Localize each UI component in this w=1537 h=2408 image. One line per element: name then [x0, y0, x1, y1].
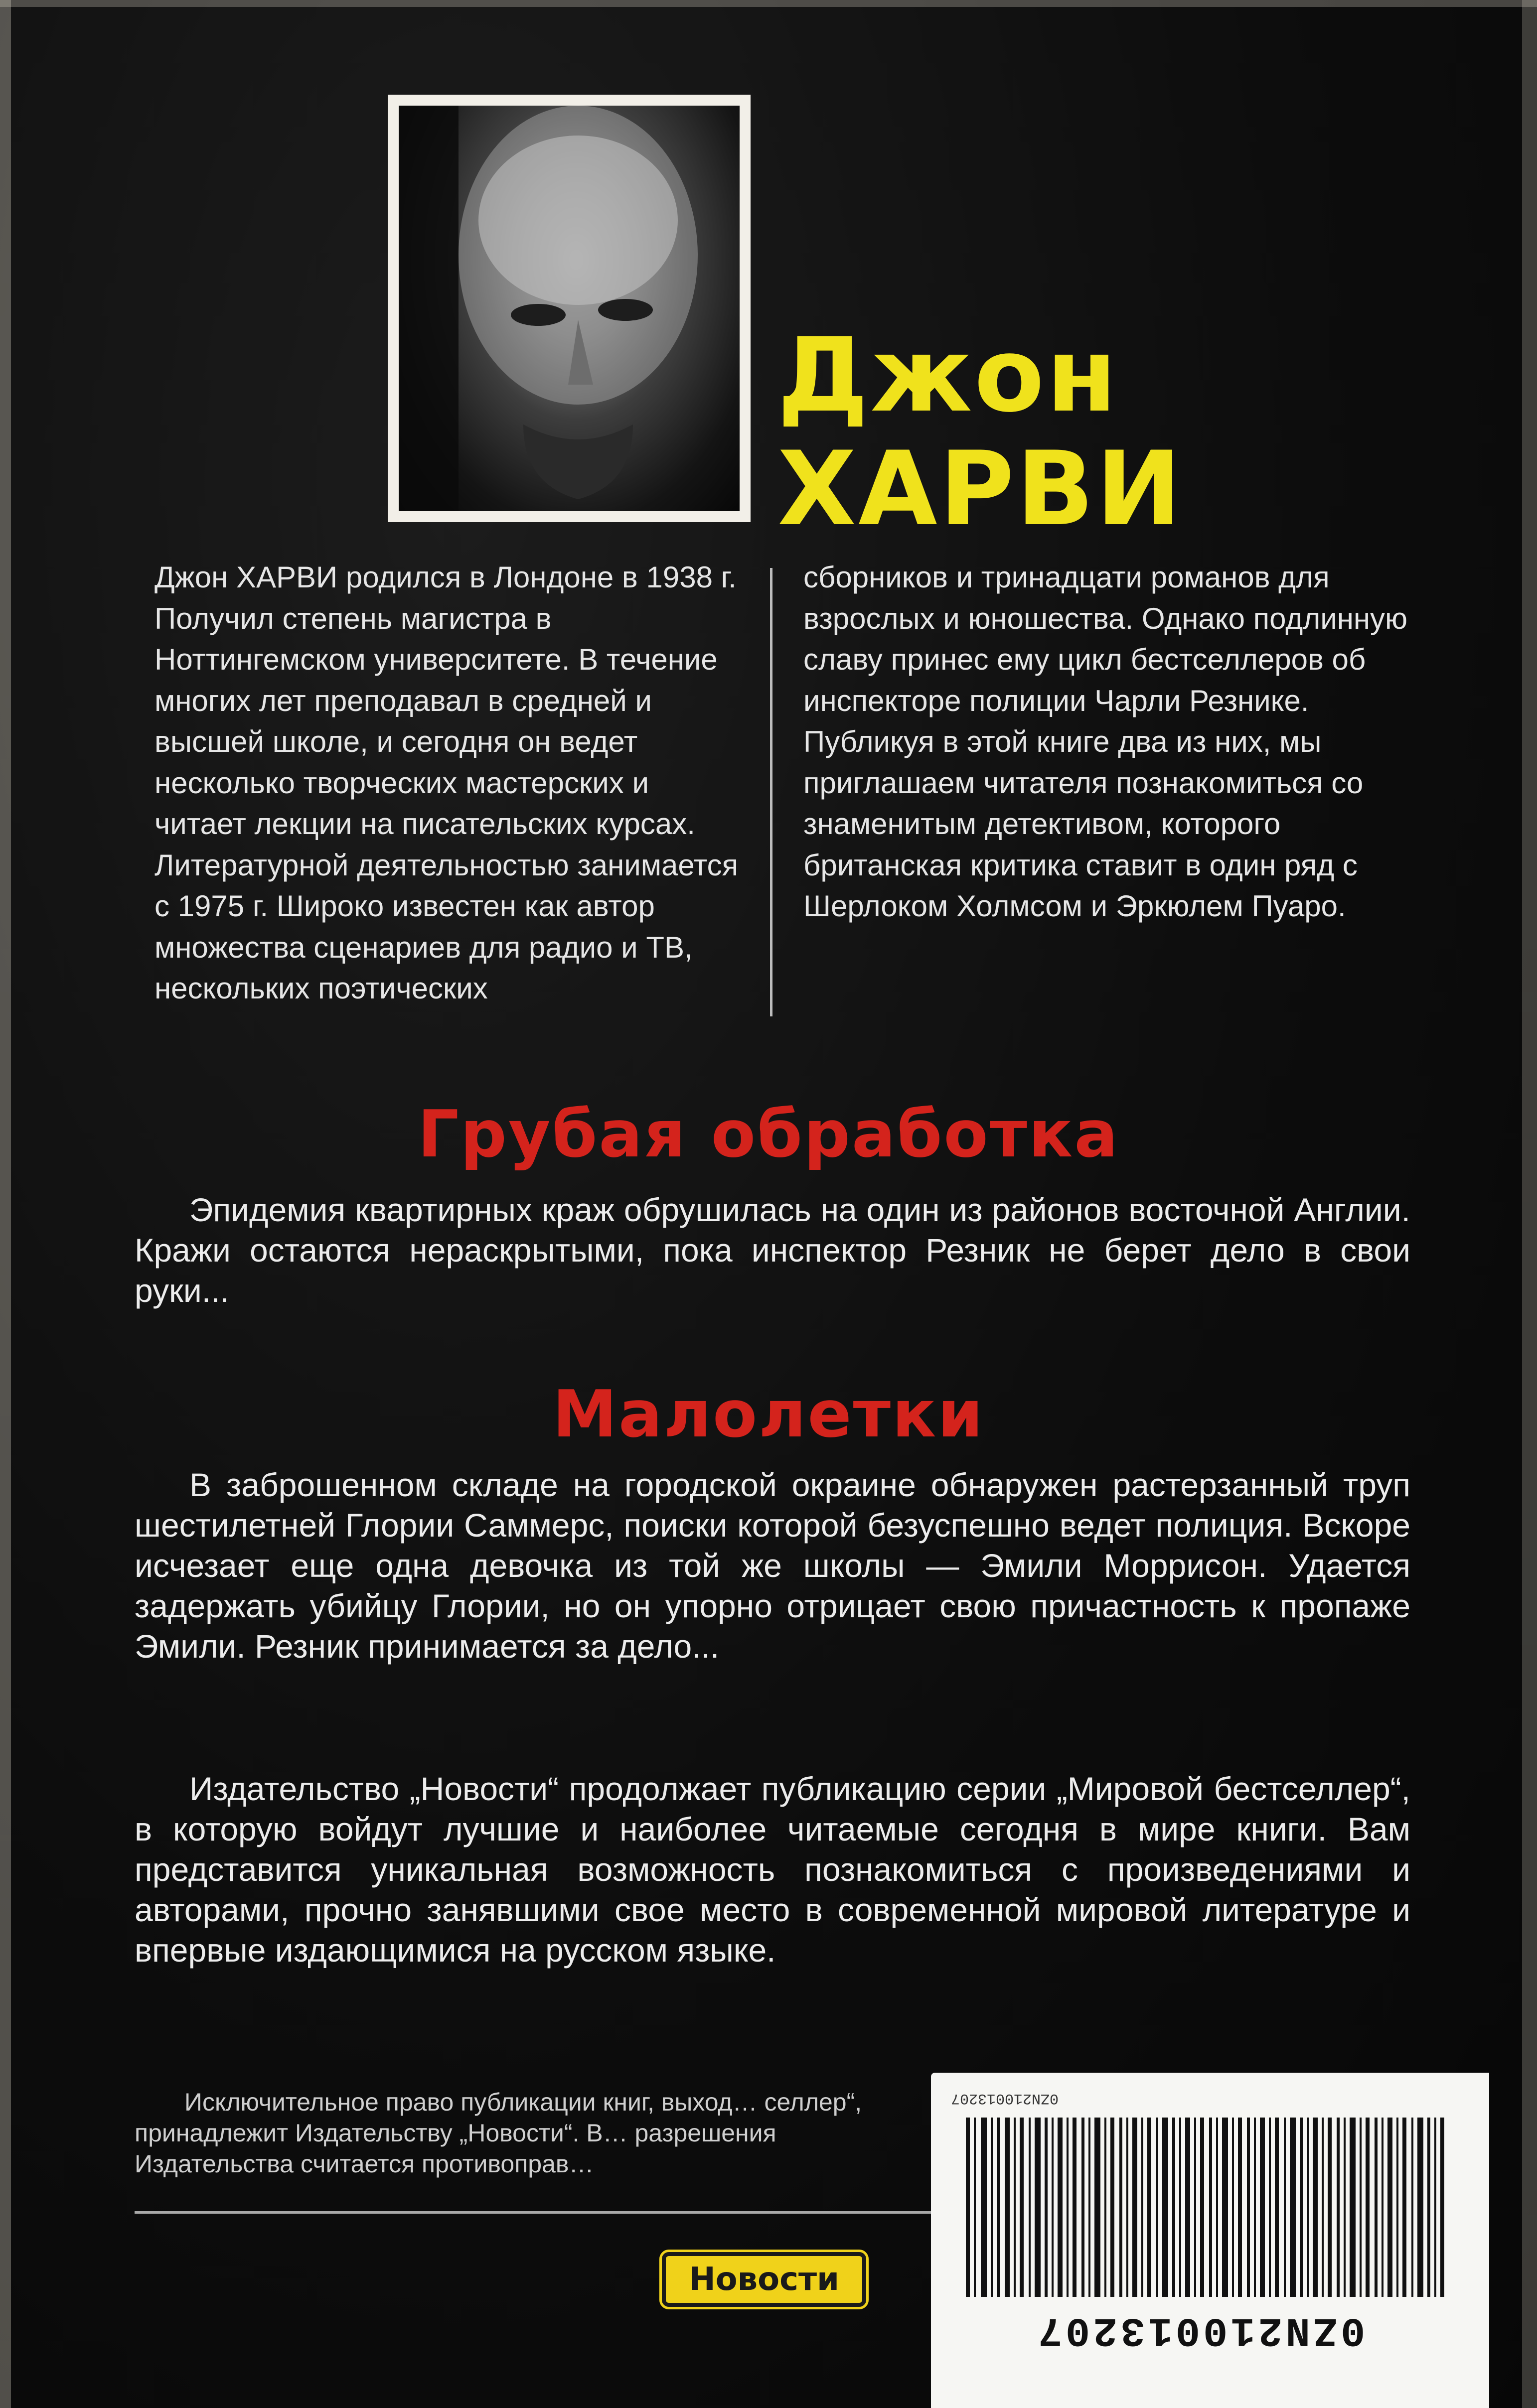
author-last-name: ХАРВИ	[777, 430, 1184, 549]
publisher-note: Издательство „Новости“ продолжает публикацию серии „Мировой бестселлер“, в которую войдут лучшие и наиболее читаемые сегодня в мире книги. Вам представится уникальная возможность познакомиться с произведениями и авторами, прочно занявшими свое место в современной мировой литературе и впервые издающимися на русском языке.	[135, 1770, 1410, 1969]
author-name	[777, 316, 1276, 549]
book-title-2: Малолетки	[552, 1376, 985, 1452]
barcode-icon	[946, 2118, 1474, 2297]
author-portrait-image	[399, 106, 740, 511]
author-bio-right-column: сборников и тринадцати романов для взрослых и юношества. Однако подлинную славу принес ему цикл бестселлеров об инспекторе полиции Чарли Резнике. Публикуя в этой книге два из них, мы приглашаем читателя познакомиться со знаменитым детективом, которого британская критика ставит в один ряд с Шерлоком Холмсом и Эркюлем Пуаро.	[803, 561, 1408, 923]
copyright-notice: Исключительное право публикации книг, выход… селлер“, принадлежит Издательству „Новости“. В… разрешения Издательства считается противоправ…	[135, 2088, 862, 2178]
book-description-2: В заброшенном складе на городской окраине обнаружен растерзанный труп шестилетней Глории Саммерс, поиски которой безуспешно ведет полиция. Вскоре исчезает еще одна девочка из той же школы — Эмили Моррисон. Удается задержать убийцу Глории, но он упорно отрицает свою причастность к пропаже Эмили. Резник принимается за дело...	[135, 1466, 1410, 1665]
publisher-logo-text: Новости	[689, 2261, 839, 2298]
barcode-number: 0ZN210013207	[1035, 2307, 1366, 2353]
publisher-logo	[662, 2252, 866, 2307]
barcode-sticker	[931, 2073, 1489, 2408]
column-divider	[770, 568, 772, 1016]
author-bio-left-column: Джон ХАРВИ родился в Лондоне в 1938 г. Получил степень магистра в Ноттингемском университете. В течение многих лет преподавал в средней и высшей школе, и сегодня он ведет несколько творческих мастерских и читает лекции на писательских курсах. Литературной деятельностью занимается с 1975 г. Широко известен как автор множества сценариев для радио и ТВ, нескольких поэтических	[154, 561, 739, 1005]
worn-left-edge	[0, 0, 11, 2408]
book-description-1: Эпидемия квартирных краж обрушилась на один из районов восточной Англии. Кражи остаются нераскрытыми, пока инспектор Резник не берет дело в свои руки...	[135, 1191, 1410, 1309]
author-first-name: Джон	[777, 316, 1119, 435]
barcode-small-label: 0ZN210013207	[951, 2090, 1059, 2107]
worn-top-edge	[0, 0, 1537, 7]
author-photo	[388, 95, 751, 522]
book-title-1: Грубая обработка	[417, 1096, 1120, 1172]
worn-right-edge	[1522, 0, 1537, 2408]
